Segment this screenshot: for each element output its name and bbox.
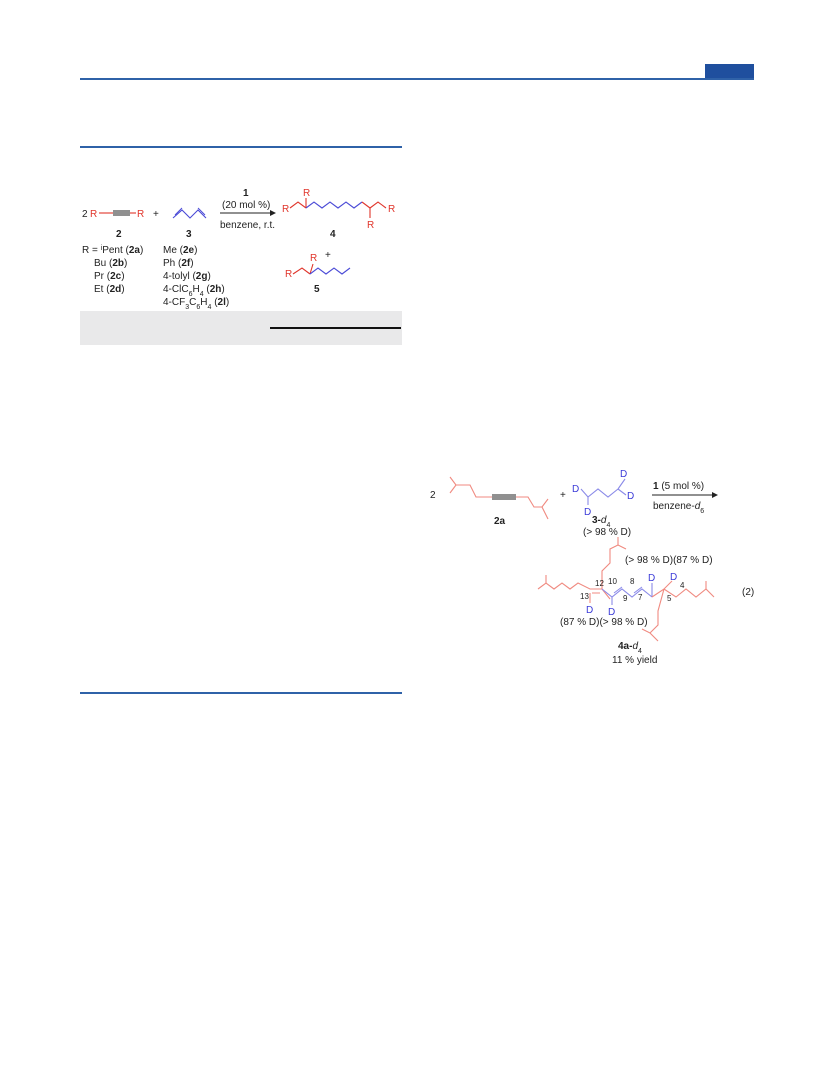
num-13: 13	[580, 592, 589, 601]
substituent-list-right	[163, 245, 229, 310]
scheme2-yield: 11 % yield	[612, 655, 658, 666]
scheme2-top-percent: (> 98 % D)(87 % D)	[625, 555, 713, 566]
svg-text:R = iPent (2a): R = $^i$Pent (2a)	[82, 244, 144, 256]
svg-text:Ph (2f): Ph (2f)	[163, 258, 194, 269]
scheme2-diene-purity: (> 98 % D)	[583, 527, 632, 538]
substituent-list-left	[82, 245, 143, 296]
svg-text:4-tolyl (2g): 4-tolyl (2g)	[163, 271, 211, 282]
product-d-9: D	[608, 607, 616, 618]
diene-d4-bond-right	[618, 489, 626, 495]
alkyne2a-right-chain	[516, 497, 548, 507]
scheme1-label-3: 3	[186, 229, 192, 240]
diene-d4-bond-up	[618, 479, 625, 489]
product-d-5: D	[670, 572, 678, 583]
num-9: 9	[623, 594, 628, 603]
svg-text:Et (2d): Et (2d)	[94, 284, 125, 295]
scheme1-plus: +	[153, 209, 159, 220]
diene-d-top: D	[620, 469, 628, 480]
product4-r-top: R	[303, 188, 311, 199]
scheme1-reaction	[80, 180, 410, 310]
num-10: 10	[608, 577, 617, 586]
diene-d-bottom: D	[584, 507, 592, 518]
scheme1-top-rule	[80, 146, 402, 148]
product-d-7: D	[648, 573, 656, 584]
scheme2-coeff: 2	[430, 490, 436, 501]
num-12: 12	[595, 579, 604, 588]
num-5: 5	[667, 594, 672, 603]
scheme1-alkyne-r-right: R	[137, 209, 145, 220]
scheme1-label-2: 2	[116, 229, 122, 240]
scheme1-arrowhead	[270, 210, 276, 216]
product5-r-top: R	[310, 253, 318, 264]
product5-red	[293, 268, 310, 274]
diene-d-right: D	[627, 491, 635, 502]
header-tab	[705, 64, 754, 78]
scheme2-solvent: benzene-$d_6$	[653, 501, 705, 515]
product-right-chain	[652, 589, 714, 597]
alkyne2a-left-branch	[450, 477, 456, 493]
scheme2-label-2a: 2a	[494, 516, 506, 527]
alkyne2a-right-branch	[542, 507, 548, 519]
table-column-rule	[270, 327, 401, 329]
product-left-chain	[538, 583, 602, 589]
scheme1-catalyst: 1	[243, 188, 249, 199]
svg-text:Pr (2c): Pr (2c)	[94, 271, 125, 282]
scheme1-coeff: 2	[82, 209, 88, 220]
diene-d4-chain	[581, 489, 618, 497]
scheme2-bottom-percent: (87 % D)(> 98 % D)	[560, 617, 648, 628]
product4-blue-chain	[306, 202, 362, 208]
left-bottom-rule	[80, 692, 402, 694]
product-d-13: D	[586, 605, 594, 616]
scheme2-product-label: $4a-d_4$	[618, 641, 642, 655]
scheme1-label-5: 5	[314, 284, 320, 295]
scheme2-reaction	[420, 465, 760, 675]
product5-r-left: R	[285, 269, 293, 280]
scheme1-solvent: benzene, r.t.	[220, 220, 276, 231]
product-bottom-branch-tip	[650, 633, 658, 641]
svg-text:Me (2e): Me (2e)	[163, 245, 198, 256]
scheme2-arrowhead	[712, 492, 718, 498]
num-8: 8	[630, 577, 635, 586]
num-7: 7	[638, 593, 643, 602]
scheme1-loading: (20 mol %)	[222, 200, 271, 211]
svg-text:4-CF3C6H4 (2l): $4-CF_3C_6H_4$ (2l)	[163, 297, 230, 310]
diene-d-left: D	[572, 484, 580, 495]
num-4: 4	[680, 581, 685, 590]
scheme2-label-3d4: $3-d_4$	[592, 515, 611, 529]
scheme2-plus: +	[560, 490, 566, 501]
product4-red-right	[362, 202, 386, 208]
product4-r-left: R	[282, 204, 290, 215]
scheme2-eq-number: (2)	[742, 587, 755, 598]
scheme1-label-4: 4	[330, 229, 336, 240]
header-rule	[80, 78, 754, 80]
svg-text:4-ClC6H4 (2h): $4-ClC_6H_4$ (2h)	[163, 284, 225, 298]
product4-red-left	[290, 202, 306, 208]
alkyne2a-left-chain	[456, 485, 492, 497]
scheme2-conditions: 1 (5 mol %)	[653, 481, 705, 492]
product5-blue	[310, 268, 350, 274]
product4-r-bottom: R	[367, 220, 375, 231]
product4-r-right: R	[388, 204, 396, 215]
scheme1-plus-2: +	[325, 250, 331, 261]
svg-text:Bu (2b): Bu (2b)	[94, 258, 128, 269]
scheme1-alkyne-r-left: R	[90, 209, 98, 220]
